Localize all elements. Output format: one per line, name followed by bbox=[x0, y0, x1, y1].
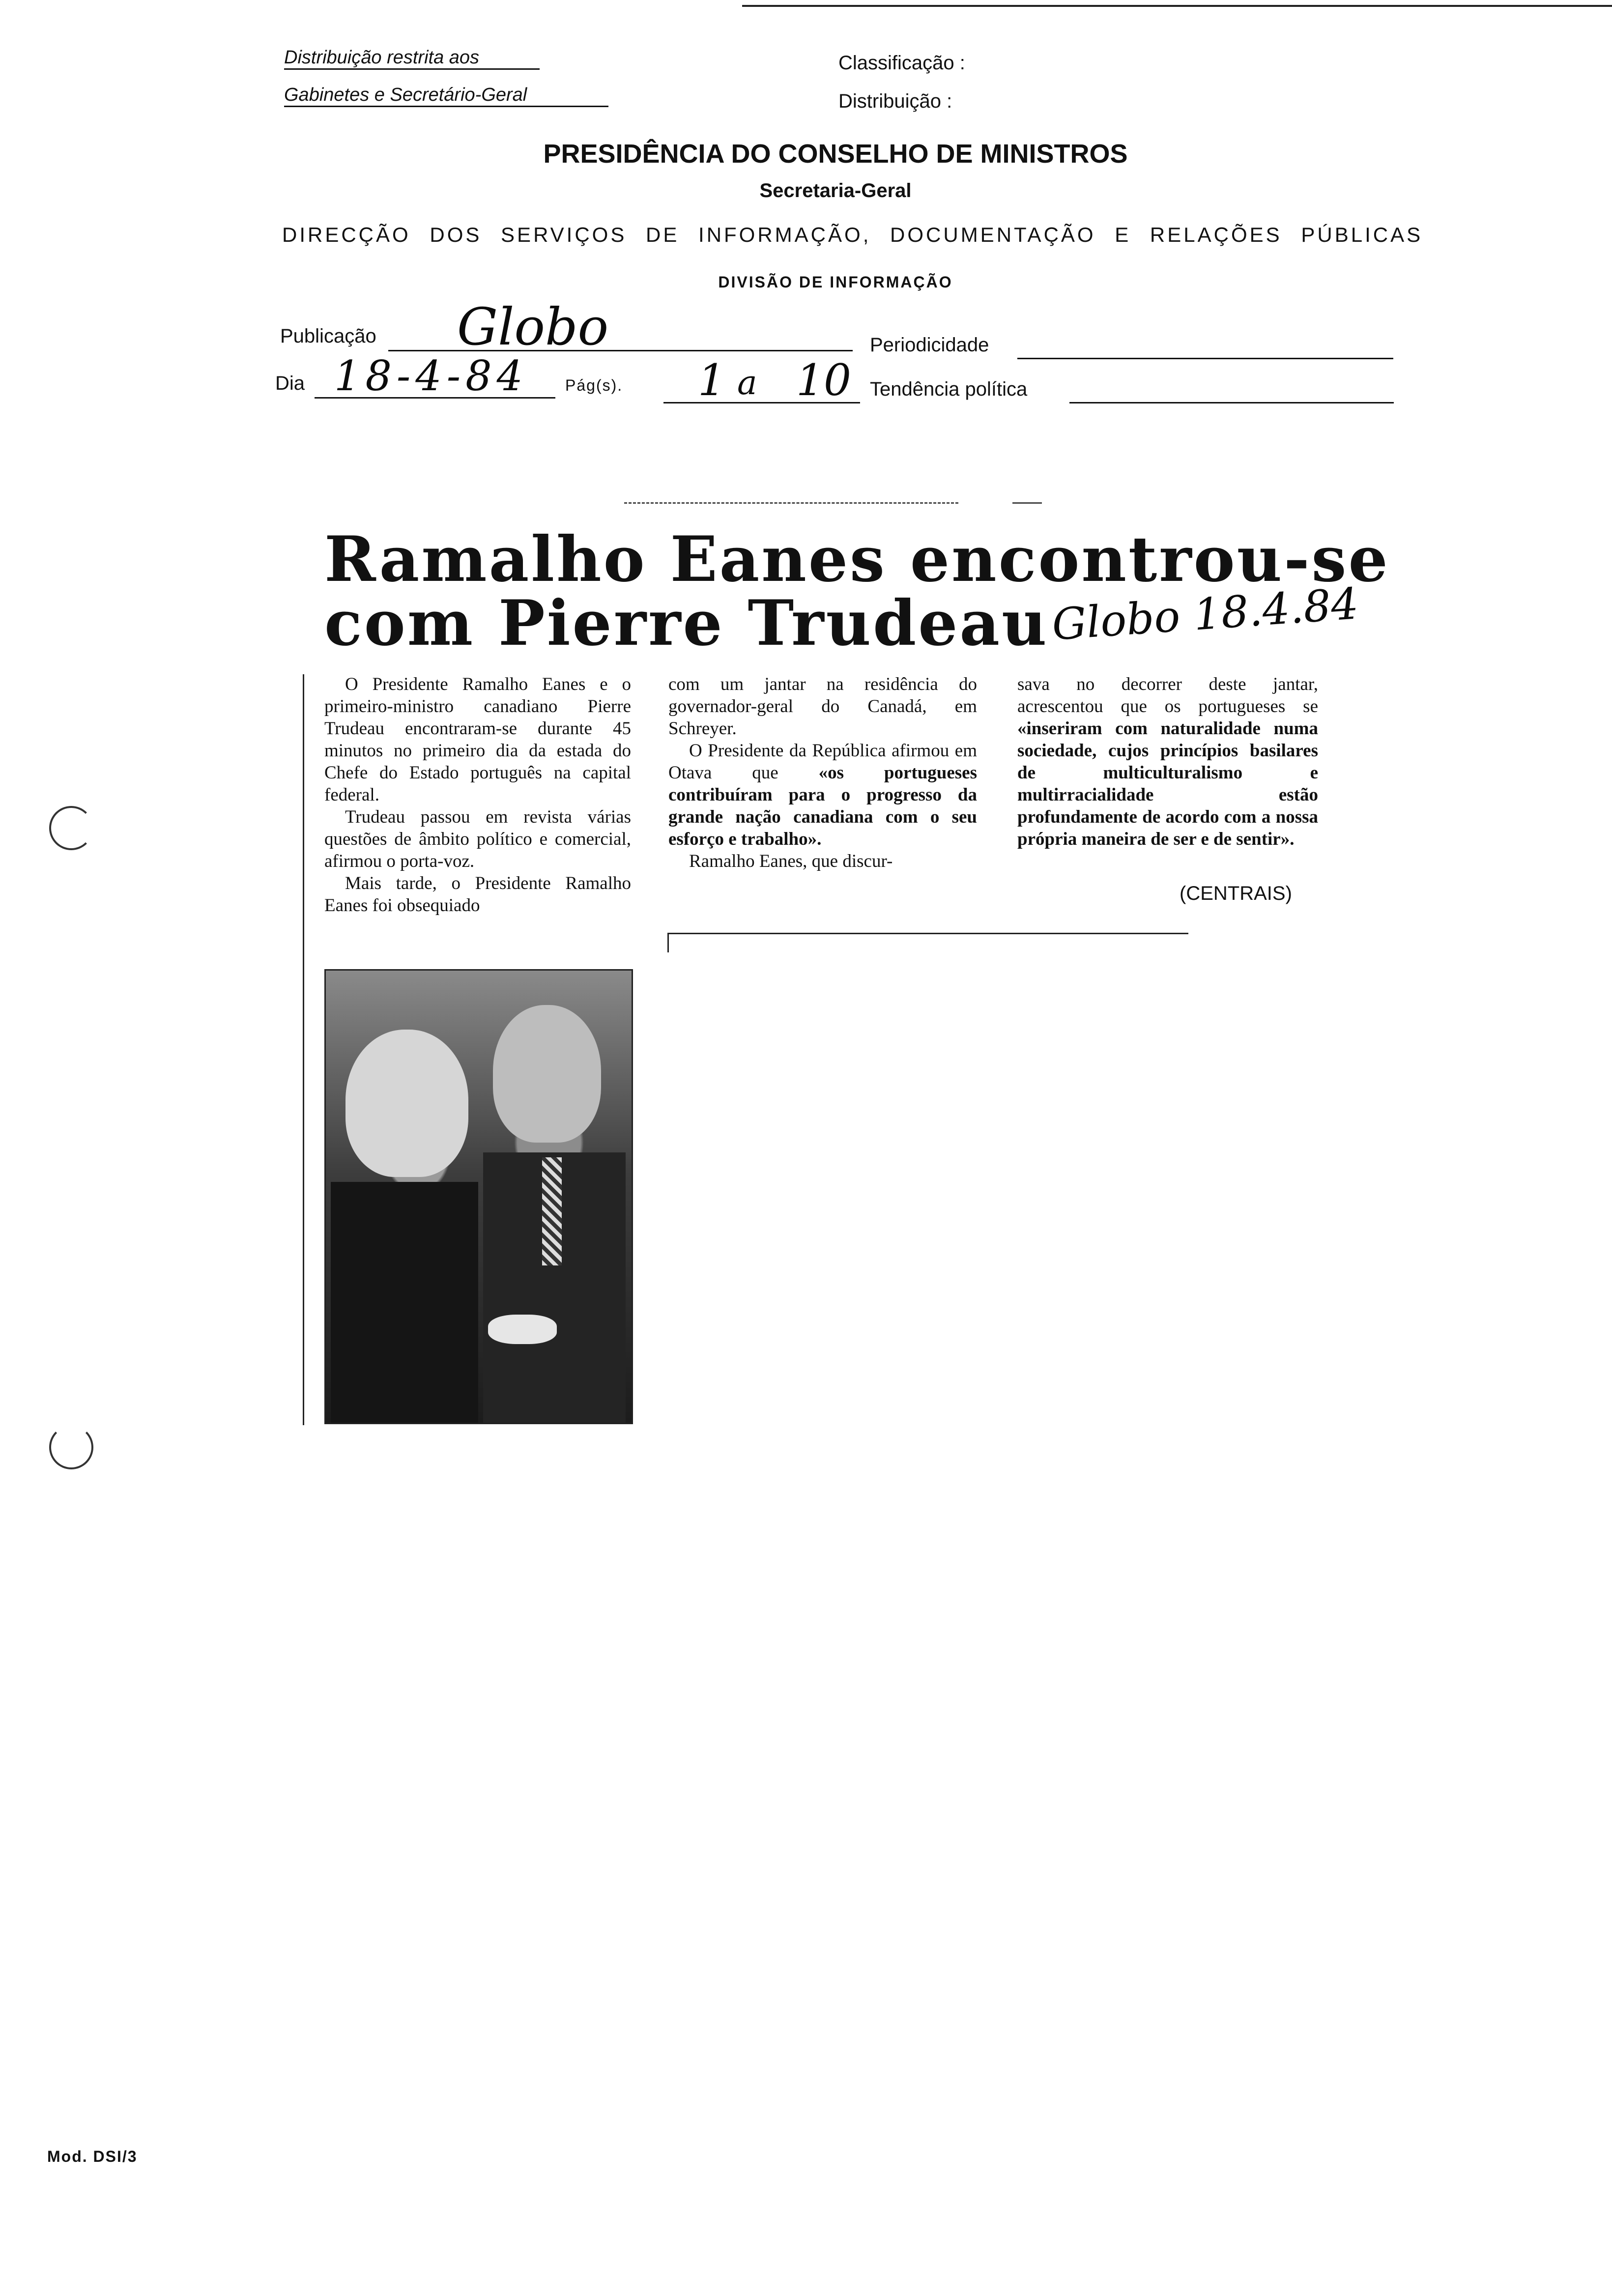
classificacao-label: Classificação : bbox=[838, 52, 965, 74]
col3-quote: «inseriram com naturalidade numa sociedade, cujos princípios basilares de multiculturalismo e multirracialidade estão profundamente de acordo com a nossa própria maneira de ser e de sentir». bbox=[1017, 718, 1318, 849]
pags-to: 10 bbox=[796, 355, 851, 405]
ministry-title: PRESIDÊNCIA DO CONSELHO DE MINISTROS bbox=[543, 139, 1128, 169]
col2-paragraph-2 bbox=[668, 740, 977, 850]
article-photo bbox=[324, 969, 633, 1424]
article-column-2 bbox=[668, 673, 977, 872]
divisao-title: DIVISÃO DE INFORMAÇÃO bbox=[718, 273, 953, 291]
column-2-bottom-rule bbox=[667, 933, 1188, 934]
punch-hole-mark-top bbox=[49, 806, 93, 850]
photo-person-left bbox=[345, 1030, 468, 1177]
article-column-3 bbox=[1017, 673, 1318, 850]
col3-paragraph-1-text: sava no decorrer deste jantar, acrescentou que os portugueses se bbox=[1017, 674, 1318, 717]
dia-value: 18-4-84 bbox=[334, 352, 528, 400]
tendencia-label: Tendência política bbox=[870, 378, 1028, 400]
headline-line2: com Pierre Trudeau bbox=[324, 587, 1049, 660]
article-source: (CENTRAIS) bbox=[1180, 883, 1292, 904]
col3-paragraph-1 bbox=[1017, 673, 1318, 850]
dia-label: Dia bbox=[275, 373, 305, 394]
article-column-1 bbox=[324, 673, 631, 917]
col1-paragraph-3: Mais tarde, o Presidente Ramalho Eanes foi obsequiado bbox=[324, 873, 631, 916]
distribuicao-label: Distribuição : bbox=[838, 90, 952, 112]
model-code: Mod. DSI/3 bbox=[47, 2148, 138, 2165]
column-2-left-rule bbox=[667, 933, 669, 952]
col1-paragraph-2: Trudeau passou em revista várias questões de âmbito político e comercial, afirmou o porta-voz. bbox=[324, 807, 631, 871]
clipping-top-rule-right bbox=[1012, 502, 1042, 504]
punch-hole-mark-bottom bbox=[49, 1425, 93, 1469]
publicacao-value: Globo bbox=[457, 297, 609, 357]
restricted-distribution-line2: Gabinetes e Secretário-Geral bbox=[284, 85, 608, 107]
photo-suit-left bbox=[331, 1182, 478, 1423]
pags-label: Pág(s). bbox=[565, 376, 623, 394]
clipping-left-border bbox=[303, 674, 304, 1425]
col2-paragraph-1: com um jantar na residência do governador-geral do Canadá, em Schreyer. bbox=[668, 674, 977, 739]
col1-paragraph-1: O Presidente Ramalho Eanes e o primeiro-ministro canadiano Pierre Trudeau encontraram-se durante 45 minutos no primeiro dia da estada do Chefe do Estado português na capital federal. bbox=[324, 674, 631, 805]
col2-quote: «os portugueses contribuíram para o progresso da grande nação canadiana com o seu esforço e trabalho». bbox=[668, 763, 977, 849]
pags-from: 1 bbox=[698, 355, 725, 405]
photo-hand bbox=[488, 1315, 557, 1344]
direccao-title: DIRECÇÃO DOS SERVIÇOS DE INFORMAÇÃO, DOCUMENTAÇÃO E RELAÇÕES PÚBLICAS bbox=[282, 223, 1423, 246]
periodicidade-field bbox=[1017, 358, 1393, 359]
restricted-distribution-line1: Distribuição restrita aos bbox=[284, 47, 540, 70]
photo-tie bbox=[542, 1157, 562, 1265]
clipping-top-rule bbox=[624, 502, 958, 504]
col2-paragraph-2-text: O Presidente da República afirmou em Otava que bbox=[668, 741, 977, 783]
handwritten-note: Globo 18.4.84 bbox=[1050, 578, 1360, 650]
pags-separator: a bbox=[737, 364, 757, 402]
headline-line1: Ramalho Eanes encontrou-se bbox=[324, 523, 1390, 596]
publicacao-label: Publicação bbox=[280, 325, 376, 347]
photo-person-right bbox=[493, 1005, 601, 1143]
scan-edge-line bbox=[742, 5, 1612, 7]
secretaria-geral: Secretaria-Geral bbox=[759, 180, 912, 201]
col2-paragraph-3: Ramalho Eanes, que discur- bbox=[689, 851, 893, 871]
periodicidade-label: Periodicidade bbox=[870, 334, 989, 356]
tendencia-field bbox=[1069, 402, 1394, 403]
